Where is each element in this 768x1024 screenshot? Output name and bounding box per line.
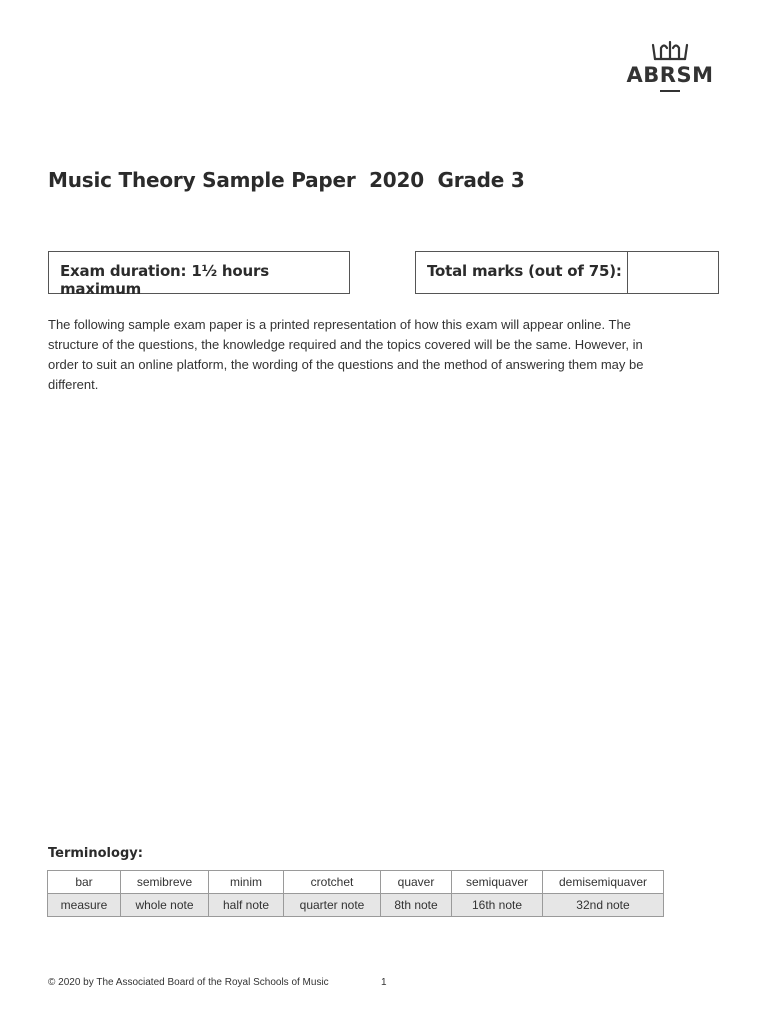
term-cell: 8th note — [381, 894, 452, 917]
term-cell: semibreve — [121, 871, 209, 894]
term-cell: measure — [48, 894, 121, 917]
term-cell: minim — [209, 871, 284, 894]
term-cell: whole note — [121, 894, 209, 917]
term-cell: semiquaver — [452, 871, 543, 894]
total-marks-label: Total marks (out of 75): — [416, 252, 628, 293]
total-marks-value-field — [628, 252, 718, 293]
crown-icon — [650, 40, 690, 62]
total-marks-box — [415, 251, 719, 294]
logo-underline — [660, 90, 680, 92]
copyright-footer: © 2020 by The Associated Board of the Royal Schools of Music — [48, 977, 329, 988]
term-cell: crotchet — [284, 871, 381, 894]
exam-duration-box: Exam duration: 1½ hours maximum — [48, 251, 350, 294]
page-title: Music Theory Sample Paper 2020 Grade 3 — [48, 168, 525, 192]
terminology-row-uk — [48, 871, 664, 894]
intro-paragraph: The following sample exam paper is a printed representation of how this exam will appear online. The structure of the questions, the knowledge required and the topics covered will be the same. However, in order to suit an online platform, the wording of the questions and the method of answering them may be different. — [48, 317, 644, 392]
term-cell: quarter note — [284, 894, 381, 917]
term-cell: quaver — [381, 871, 452, 894]
term-cell: bar — [48, 871, 121, 894]
term-cell: 32nd note — [543, 894, 664, 917]
abrsm-logo — [622, 40, 718, 108]
logo-wordmark: ABRSM — [626, 63, 714, 87]
terminology-heading: Terminology: — [48, 846, 143, 861]
term-cell: half note — [209, 894, 284, 917]
term-cell: demisemiquaver — [543, 871, 664, 894]
term-cell: 16th note — [452, 894, 543, 917]
terminology-row-us — [48, 894, 664, 917]
page-number: 1 — [381, 977, 387, 988]
terminology-table — [47, 870, 664, 917]
